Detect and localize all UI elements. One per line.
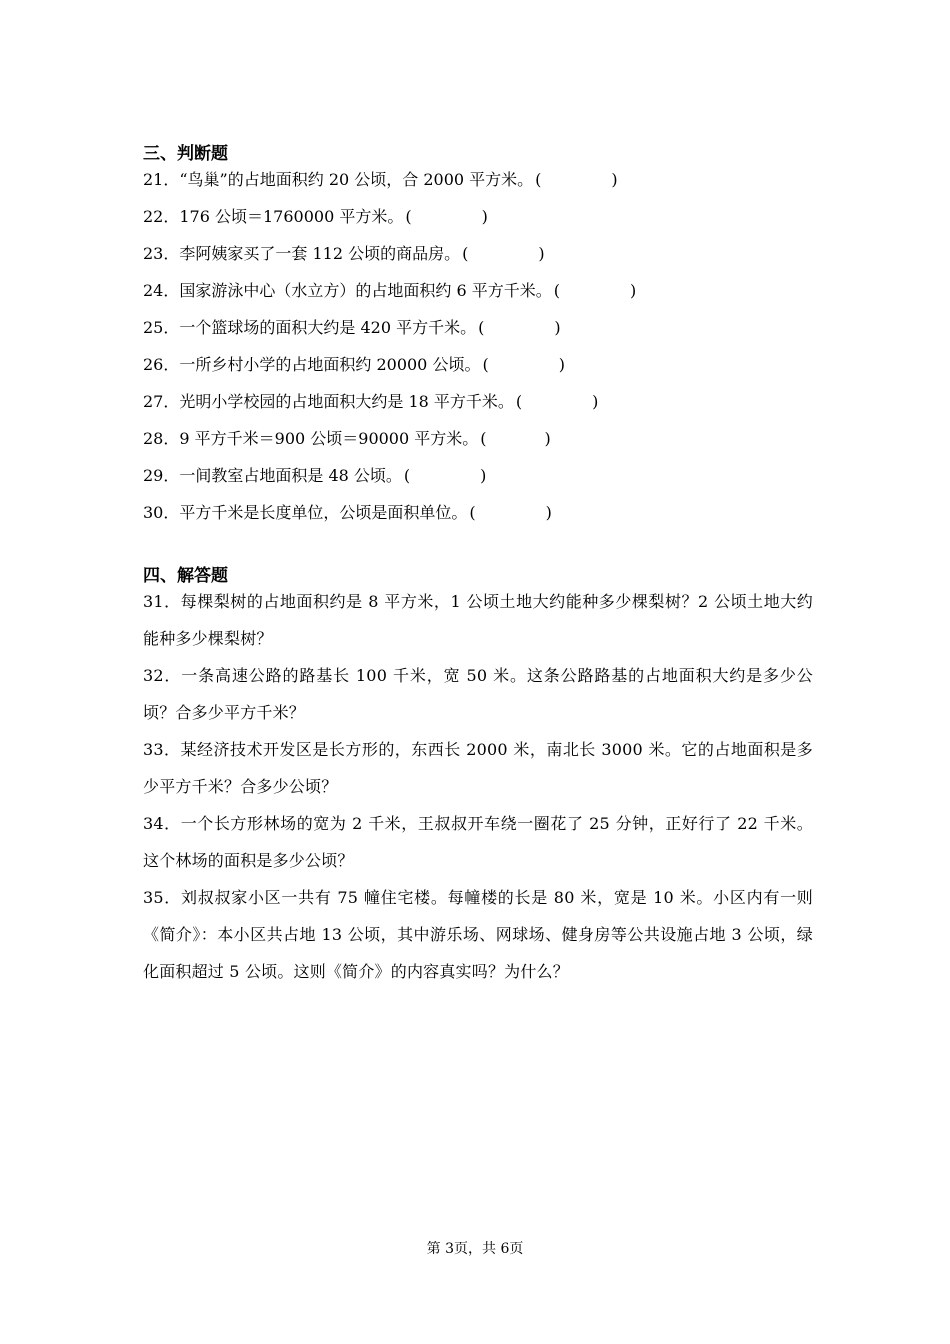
answer-bracket-open: ( xyxy=(535,170,542,189)
question-text: 平方千米是长度单位，公顷是面积单位。 xyxy=(179,503,468,522)
answer-bracket-close: ) xyxy=(545,503,552,522)
answer-section xyxy=(143,565,813,990)
answer-bracket-close: ) xyxy=(538,244,545,263)
question-number: 27． xyxy=(143,392,180,411)
answer-bracket-open: ( xyxy=(515,392,523,411)
question-number: 29． xyxy=(143,466,180,485)
question-number: 24． xyxy=(143,281,180,300)
question-text: 一个篮球场的面积大约是 420 平方千米。 xyxy=(179,318,477,337)
answer-question-list xyxy=(143,583,813,990)
question-text: “鸟巢”的占地面积约 20 公顷，合 2000 平方米。 xyxy=(179,170,534,189)
judge-question xyxy=(143,272,813,309)
judge-question xyxy=(143,235,813,272)
question-number: 25． xyxy=(143,318,180,337)
judge-question xyxy=(143,457,813,494)
question-text: 国家游泳中心（水立方）的占地面积约 6 平方千米。 xyxy=(179,281,552,300)
section-title-answer: 四、解答题 xyxy=(143,566,228,586)
judge-question xyxy=(143,383,813,420)
judge-question xyxy=(143,161,813,198)
question-number: 31． xyxy=(143,592,181,611)
answer-bracket-close: ) xyxy=(480,466,487,485)
judge-question xyxy=(143,346,813,383)
answer-bracket-close: ) xyxy=(481,207,488,226)
question-text: 每棵梨树的占地面积约是 8 平方米，1 公顷土地大约能种多少棵梨树？2 公顷土地大约能种多少棵梨树？ xyxy=(143,592,813,648)
answer-bracket-open: ( xyxy=(403,466,411,485)
answer-bracket-close: ) xyxy=(558,355,565,374)
question-text: 某经济技术开发区是长方形的，东西长 2000 米，南北长 3000 米。它的占地面积是多少平方千米？合多少公顷？ xyxy=(143,740,813,796)
question-text: 一条高速公路的路基长 100 千米，宽 50 米。这条公路路基的占地面积大约是多少公顷？合多少平方千米？ xyxy=(143,666,813,722)
judge-question xyxy=(143,198,813,235)
answer-bracket-open: ( xyxy=(482,355,489,374)
answer-bracket-close: ) xyxy=(611,170,618,189)
answer-bracket-close: ) xyxy=(554,318,561,337)
question-text: 一所乡村小学的占地面积约 20000 公顷。 xyxy=(179,355,481,374)
answer-bracket-close: ) xyxy=(592,392,599,411)
judge-section xyxy=(143,143,813,531)
answer-question xyxy=(143,657,813,731)
page-footer: 第 3页，共 6页 xyxy=(426,1241,524,1257)
question-number: 23． xyxy=(143,244,180,263)
question-text: 9 平方千米＝900 公顷＝90000 平方米。 xyxy=(179,429,479,448)
question-text: 李阿姨家买了一套 112 公顷的商品房。 xyxy=(179,244,461,263)
answer-bracket-close: ) xyxy=(629,281,637,300)
question-text: 一个长方形林场的宽为 2 千米，王叔叔开车绕一圈花了 25 分钟，正好行了 22 千米。这个林场的面积是多少公顷？ xyxy=(143,814,813,870)
question-number: 34． xyxy=(143,814,181,833)
answer-question xyxy=(143,879,813,990)
question-number: 32． xyxy=(143,666,182,685)
judge-question xyxy=(143,494,813,531)
answer-bracket-open: ( xyxy=(480,429,487,448)
question-text: 刘叔叔家小区一共有 75 幢住宅楼。每幢楼的长是 80 米，宽是 10 米。小区内有一则《简介》：本小区共占地 13 公顷，其中游乐场、网球场、健身房等公共设施占地 3 公顷，绿化面积超过 5 公顷。这则《简介》的内容真实吗？为什么？ xyxy=(143,888,813,981)
judge-question-list xyxy=(143,161,813,531)
answer-bracket-open: ( xyxy=(553,281,560,300)
question-number: 21． xyxy=(143,170,180,189)
question-text: 光明小学校园的占地面积大约是 18 平方千米。 xyxy=(179,392,514,411)
answer-bracket-close: ) xyxy=(544,429,551,448)
answer-question xyxy=(143,731,813,805)
judge-question xyxy=(143,309,813,346)
question-number: 22． xyxy=(143,207,180,226)
question-number: 33． xyxy=(143,740,181,759)
question-text: 176 公顷＝1760000 平方米。 xyxy=(179,207,404,226)
answer-bracket-open: ( xyxy=(462,244,469,263)
answer-bracket-open: ( xyxy=(469,503,476,522)
answer-bracket-open: ( xyxy=(478,318,485,337)
answer-question xyxy=(143,805,813,879)
answer-question xyxy=(143,583,813,657)
question-number: 26． xyxy=(143,355,180,374)
question-text: 一间教室占地面积是 48 公顷。 xyxy=(179,466,402,485)
answer-bracket-open: ( xyxy=(405,207,412,226)
question-number: 30． xyxy=(143,503,180,522)
judge-question xyxy=(143,420,813,457)
question-number: 35． xyxy=(143,888,182,907)
question-number: 28． xyxy=(143,429,180,448)
section-title-judge: 三、判断题 xyxy=(143,144,228,164)
